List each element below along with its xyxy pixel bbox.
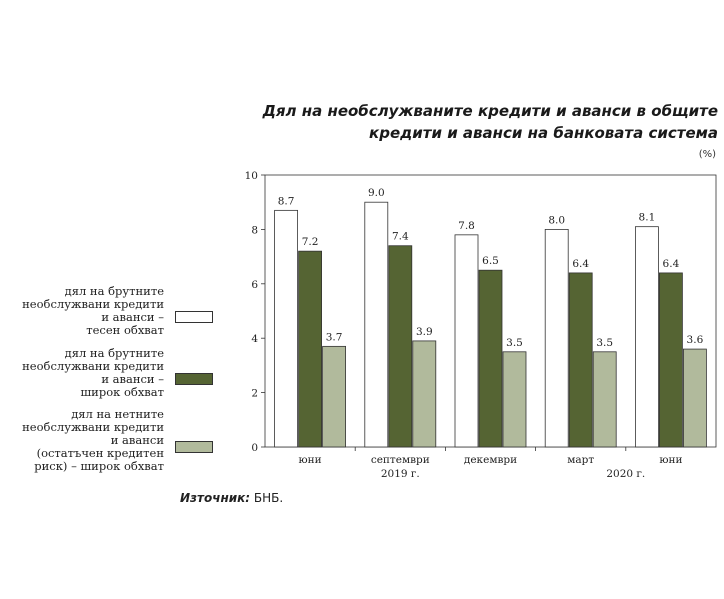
bar-value-label: 7.2 — [301, 236, 319, 249]
y-tick-label: 2 — [251, 387, 258, 400]
legend-entry-line: необслужвани кредити — [22, 297, 164, 311]
source-note — [180, 491, 283, 505]
bar-value-label: 3.5 — [506, 336, 523, 349]
bar-series-2 — [659, 273, 682, 447]
bar-series-1 — [275, 210, 298, 447]
legend-swatch — [175, 373, 213, 385]
chart-title-line-2: кредити и аванси на банковата система — [369, 124, 718, 142]
x-category-label: юни — [659, 454, 683, 466]
source-label: Източник: — [180, 491, 251, 505]
legend-entry-text — [4, 285, 164, 337]
y-tick-label: 8 — [251, 224, 258, 237]
y-tick-label: 10 — [244, 170, 258, 182]
bar-value-label: 9.0 — [367, 187, 385, 200]
legend-entry-line: дял на брутните — [64, 346, 164, 360]
chart-title-line-1: Дял на необслужваните кредити и аванси в общите — [262, 102, 718, 120]
x-year-label: 2020 г. — [606, 468, 646, 480]
x-category-label: септември — [370, 454, 430, 466]
bar-series-3 — [593, 352, 616, 447]
bar-series-3 — [323, 346, 346, 447]
x-category-label: март — [567, 454, 595, 466]
x-category-label: юни — [298, 454, 322, 466]
legend-entry-line: дял на брутните — [64, 284, 164, 298]
y-tick-label: 4 — [251, 333, 258, 346]
bar-series-3 — [683, 349, 706, 447]
bar-value-label: 7.4 — [391, 230, 409, 243]
x-category-label: декември — [463, 454, 518, 466]
legend-entry-line: (остатъчен кредитен — [36, 446, 164, 460]
bar-series-2 — [479, 270, 502, 447]
bar-series-3 — [413, 341, 436, 447]
y-tick-label: 0 — [251, 442, 258, 454]
x-year-label: 2019 г. — [380, 468, 420, 480]
bar-series-1 — [365, 202, 388, 447]
bar-value-label: 8.7 — [277, 195, 295, 208]
unit-label: (%) — [698, 149, 716, 160]
legend-entry-text — [4, 347, 164, 399]
y-tick-label: 6 — [251, 278, 258, 291]
legend-entry-line: широк обхват — [80, 385, 164, 399]
legend-entry-line: риск) – широк обхват — [34, 459, 164, 473]
bar-series-2 — [389, 246, 412, 447]
legend-entry-text — [4, 408, 164, 473]
bar-value-label: 3.6 — [686, 334, 704, 347]
legend-entry-line: необслужвани кредити — [22, 420, 164, 434]
source-text: БНБ. — [250, 491, 284, 505]
bar-value-label: 6.4 — [572, 257, 590, 270]
bar-series-2 — [299, 251, 322, 447]
bar-value-label: 8.0 — [548, 214, 566, 227]
bar-value-label: 8.1 — [638, 211, 656, 224]
legend-entry-line: и аванси – — [101, 372, 164, 386]
legend-entry-line: и аванси – — [101, 310, 164, 324]
bar-series-3 — [503, 352, 526, 447]
bar-series-1 — [635, 227, 658, 447]
bar-value-label: 6.5 — [482, 255, 499, 268]
bar-series-1 — [455, 235, 478, 447]
legend-swatch — [175, 311, 213, 323]
bar-value-label: 7.8 — [458, 219, 475, 232]
legend-entry-line: дял на нетните — [71, 407, 164, 421]
legend-entry-line: и аванси — [110, 433, 164, 447]
bar-value-label: 3.7 — [325, 331, 343, 344]
legend-entry-line: тесен обхват — [86, 323, 164, 337]
bar-series-2 — [569, 273, 592, 447]
bar-value-label: 3.5 — [596, 336, 614, 349]
bar-value-label: 3.9 — [415, 325, 433, 338]
legend-swatch — [175, 441, 213, 453]
legend-entry-line: необслужвани кредити — [22, 359, 164, 373]
bar-value-label: 6.4 — [662, 257, 680, 270]
bar-series-1 — [545, 229, 568, 447]
